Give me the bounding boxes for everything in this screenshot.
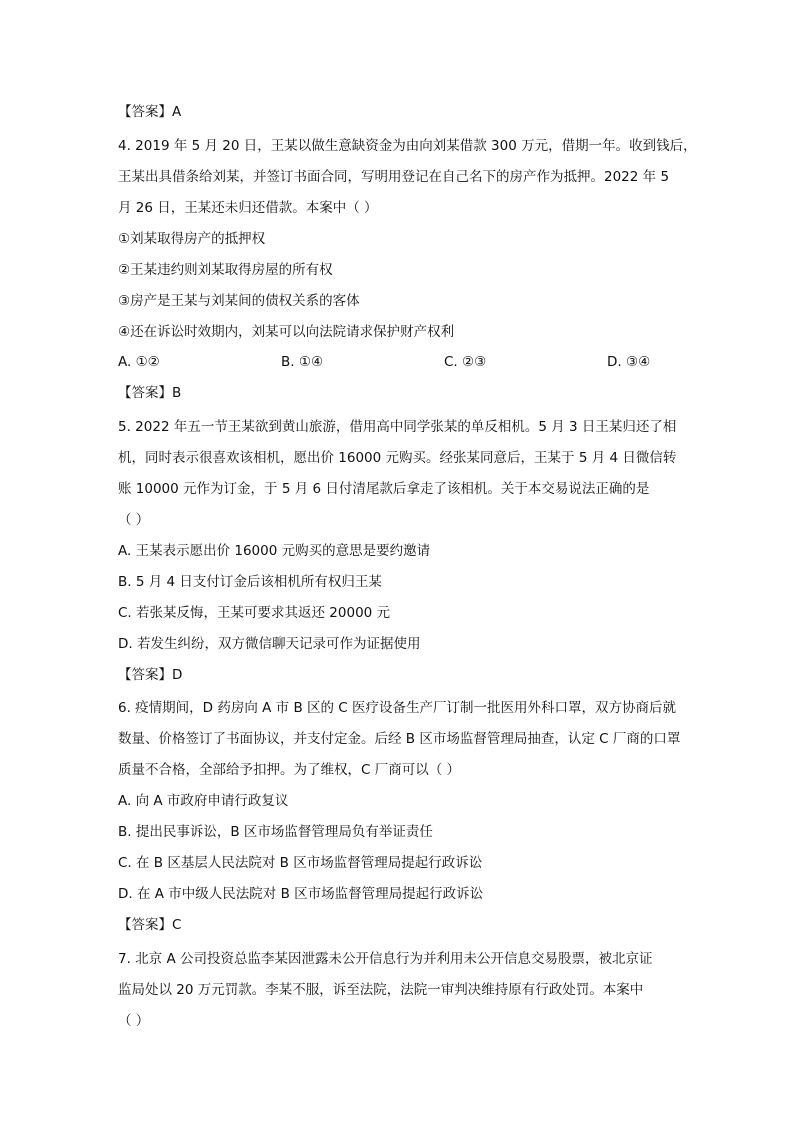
question-4-option-c: C. ②③	[444, 354, 487, 370]
question-5-line-2: 机，同时表示很喜欢该相机，愿出价 16000 元购买。经张某同意后，王某于 5 月 4 日微信转	[118, 450, 677, 466]
question-4-option-b: B. ①④	[281, 354, 324, 370]
question-6-line-3: 质量不合格，全部给予扣押。为了维权，C 厂商可以（ ）	[118, 762, 461, 778]
question-6-option-b: B. 提出民事诉讼，B 区市场监督管理局负有举证责任	[118, 824, 433, 840]
question-7-line-2: 监局处以 20 万元罚款。李某不服，诉至法院，法院一审判决维持原有行政处罚。本案中	[118, 982, 644, 998]
question-6-option-c: C. 在 B 区基层人民法院对 B 区市场监督管理局提起行政诉讼	[118, 855, 483, 871]
question-5-answer: 【答案】D	[118, 667, 183, 683]
question-4-answer: 【答案】B	[118, 385, 182, 401]
question-6-option-a: A. 向 A 市政府申请行政复议	[118, 793, 289, 809]
question-7-line-3: （ ）	[118, 1013, 150, 1029]
question-7-line-1: 7. 北京 A 公司投资总监李某因泄露未公开信息行为并利用未公开信息交易股票，被北京证	[118, 951, 653, 967]
answer-label: 【答案】A	[118, 104, 182, 120]
question-5-option-b: B. 5 月 4 日支付订金后该相机所有权归王某	[118, 574, 382, 590]
question-4-option-d: D. ③④	[607, 354, 651, 370]
question-4-line-3: 月 26 日，王某还未归还借款。本案中（ ）	[118, 200, 378, 216]
question-4-statement-3: ③房产是王某与刘某间的债权关系的客体	[118, 293, 360, 309]
question-5-line-3: 账 10000 元作为订金，于 5 月 6 日付清尾款后拿走了该相机。关于本交易说法正确的是	[118, 481, 650, 497]
question-5-option-a: A. 王某表示愿出价 16000 元购买的意思是要约邀请	[118, 543, 431, 559]
question-5-option-d: D. 若发生纠纷，双方微信聊天记录可作为证据使用	[118, 636, 421, 652]
question-5-option-c: C. 若张某反悔，王某可要求其返还 20000 元	[118, 605, 391, 621]
question-4-statement-1: ①刘某取得房产的抵押权	[118, 231, 266, 247]
question-4-statement-2: ②王某违约则刘某取得房屋的所有权	[118, 262, 333, 278]
question-5-line-4: （ ）	[118, 512, 150, 528]
question-4-option-a: A. ①②	[118, 354, 160, 370]
question-4-line-2: 王某出具借条给刘某，并签订书面合同，写明用登记在自己名下的房产作为抵押。2022 年 5	[118, 169, 670, 185]
question-4-line-1: 4. 2019 年 5 月 20 日，王某以做生意缺资金为由向刘某借款 300 万元，借期一年。收到钱后，	[118, 138, 697, 154]
question-6-option-d: D. 在 A 市中级人民法院对 B 区市场监督管理局提起行政诉讼	[118, 886, 484, 902]
question-6-answer: 【答案】C	[118, 917, 182, 933]
question-6-line-2: 数量、价格签订了书面协议，并支付定金。后经 B 区市场监督管理局抽查，认定 C 厂商的口罩	[118, 731, 681, 747]
question-6-line-1: 6. 疫情期间，D 药房向 A 市 B 区的 C 医疗设备生产厂订制一批医用外科口罩，双方协商后就	[118, 700, 677, 716]
question-5-line-1: 5. 2022 年五一节王某欲到黄山旅游，借用高中同学张某的单反相机。5 月 3 日王某归还了相	[118, 419, 677, 435]
question-4-statement-4: ④还在诉讼时效期内，刘某可以向法院请求保护财产权利	[118, 324, 455, 340]
